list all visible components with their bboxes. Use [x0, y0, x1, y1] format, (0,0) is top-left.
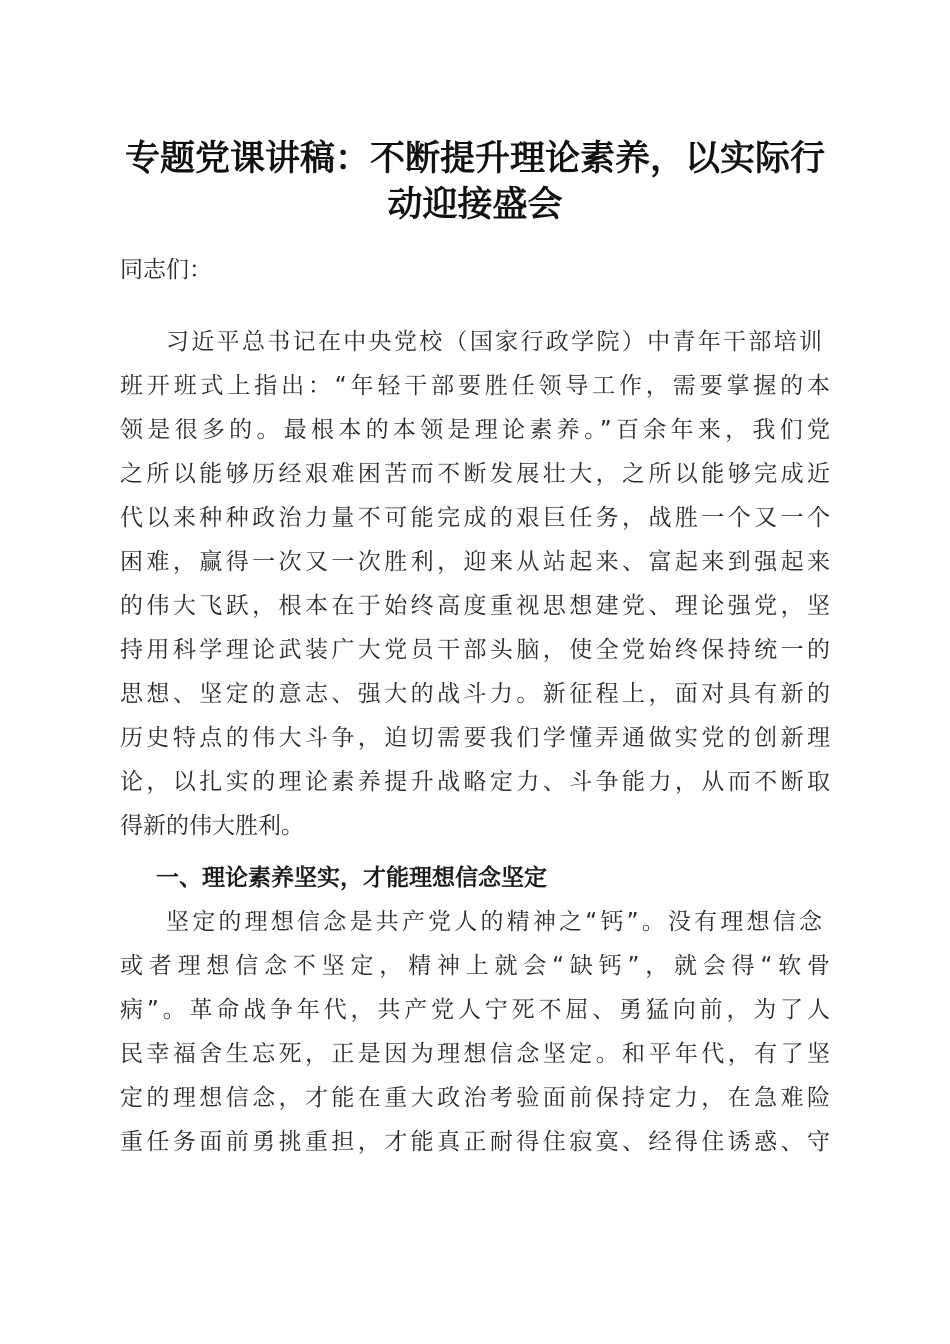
paragraph-1-line: 历史特点的伟大斗争，迫切需要我们学懂弄通做实党的创新理 — [120, 725, 830, 751]
paragraph-1-line: 的伟大飞跃，根本在于始终高度重视思想建党、理论强党，坚 — [120, 593, 830, 619]
document-title-line-2: 动迎接盛会 — [387, 184, 563, 225]
paragraph-1-line: 习近平总书记在中央党校（国家行政学院）中青年干部培训 — [166, 329, 822, 355]
document-title-line-1: 专题党课讲稿：不断提升理论素养，以实际行 — [124, 138, 825, 179]
paragraph-1-line: 领是很多的。最根本的本领是理论素养。”百余年来，我们党 — [120, 417, 830, 443]
paragraph-2-line: 民幸福舍生忘死，正是因为理想信念坚定。和平年代，有了坚 — [120, 1041, 830, 1067]
paragraph-2-line: 定的理想信念，才能在重大政治考验面前保持定力，在急难险 — [120, 1085, 830, 1111]
paragraph-1-line: 得新的伟大胜利。 — [120, 813, 304, 839]
paragraph-2-line: 重任务面前勇挑重担，才能真正耐得住寂寞、经得住诱惑、守 — [120, 1129, 830, 1155]
paragraph-1-line: 之所以能够历经艰难困苦而不断发展壮大，之所以能够完成近 — [120, 461, 830, 487]
paragraph-1-line: 班开班式上指出：“年轻干部要胜任领导工作，需要掌握的本 — [120, 373, 830, 399]
salutation: 同志们： — [120, 257, 212, 283]
paragraph-2-line: 坚定的理想信念是共产党人的精神之“钙”。没有理想信念 — [166, 909, 822, 935]
section-heading: 一、理论素养坚实，才能理想信念坚定 — [156, 865, 547, 891]
paragraph-1-line: 思想、坚定的意志、强大的战斗力。新征程上，面对具有新的 — [120, 681, 830, 707]
paragraph-1-line: 代以来种种政治力量不可能完成的艰巨任务，战胜一个又一个 — [120, 505, 830, 531]
paragraph-2-line: 或者理想信念不坚定，精神上就会“缺钙”，就会得“软骨 — [120, 953, 830, 979]
paragraph-1-line: 困难，赢得一次又一次胜利，迎来从站起来、富起来到强起来 — [120, 549, 830, 575]
paragraph-1-line: 持用科学理论武装广大党员干部头脑，使全党始终保持统一的 — [120, 637, 830, 663]
paragraph-1-line: 论，以扎实的理论素养提升战略定力、斗争能力，从而不断取 — [120, 769, 830, 795]
paragraph-2-line: 病”。革命战争年代，共产党人宁死不屈、勇猛向前，为了人 — [120, 997, 830, 1023]
